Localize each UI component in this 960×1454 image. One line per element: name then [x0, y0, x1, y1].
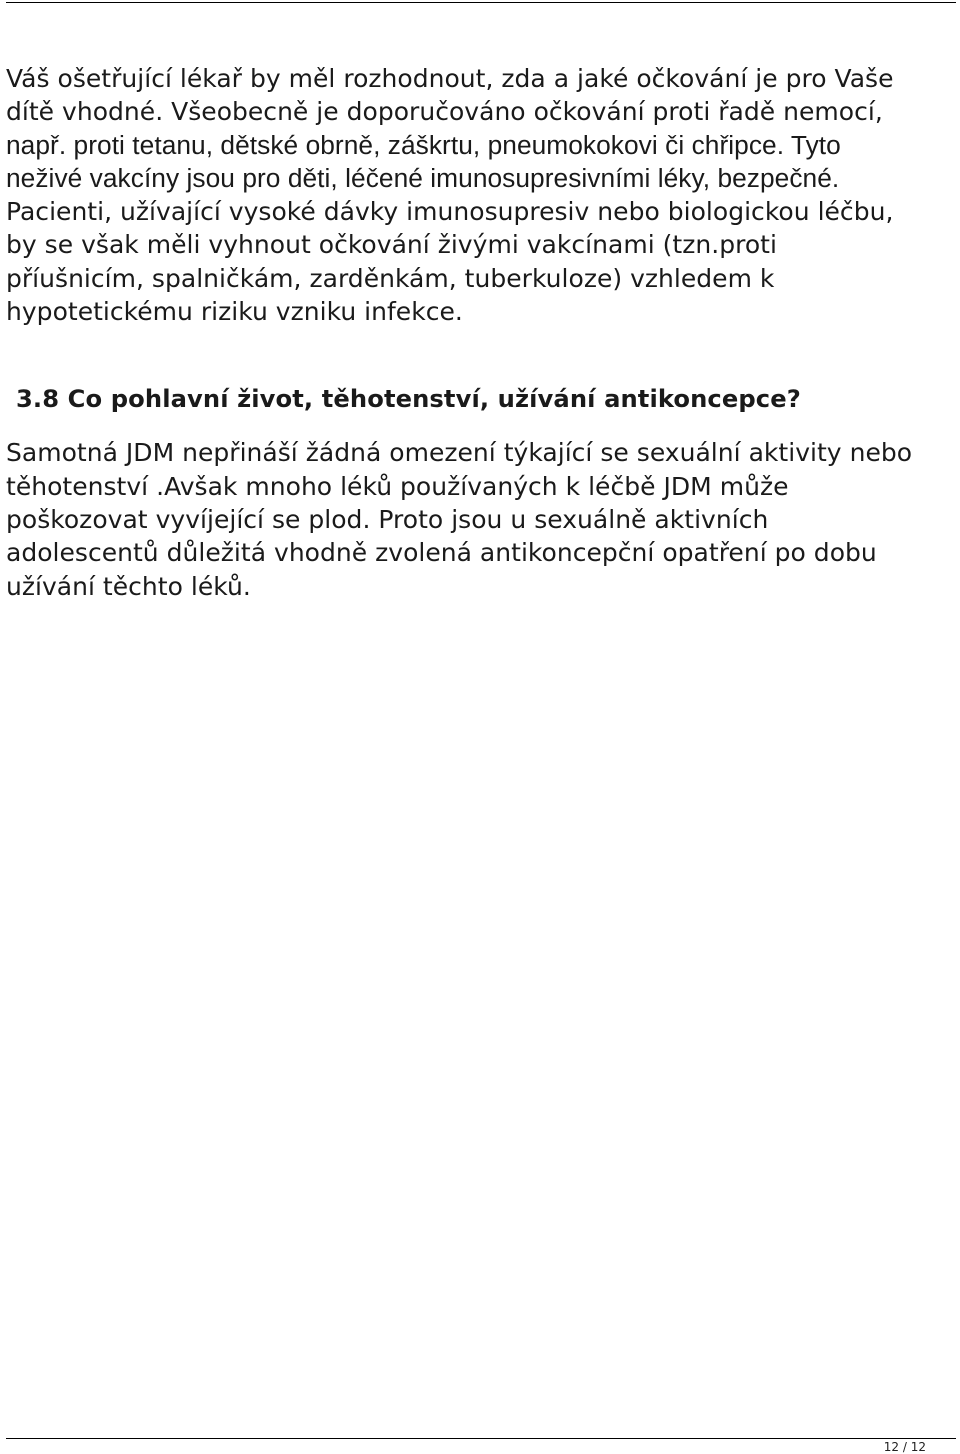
- paragraph-line: adolescentů důležitá vhodně zvolená antikoncepční opatření po dobu: [6, 538, 877, 568]
- paragraph-line: hypotetickému riziku vzniku infekce.: [6, 297, 463, 327]
- paragraph-line: např. proti tetanu, dětské obrně, záškrtu, pneumokokovi či chřipce. Tyto: [6, 129, 841, 160]
- paragraph-line: poškozovat vyvíjející se plod. Proto jsou u sexuálně aktivních: [6, 505, 769, 535]
- page-number: 12 / 12: [883, 1440, 926, 1454]
- paragraph-line: těhotenství .Avšak mnoho léků používaných k léčbě JDM může: [6, 471, 789, 501]
- bottom-divider: [6, 1438, 956, 1439]
- paragraph-line: dítě vhodné. Všeobecně je doporučováno očkování proti řadě nemocí,: [6, 97, 883, 127]
- section-heading: 3.8 Co pohlavní život, těhotenství, užívání antikoncepce?: [16, 385, 801, 414]
- paragraph-line: Samotná JDM nepřináší žádná omezení týkající se sexuální aktivity nebo: [6, 438, 913, 468]
- document-body: [6, 62, 954, 603]
- top-divider: [6, 2, 956, 3]
- vaccination-paragraph: [6, 62, 954, 328]
- paragraph-line: neživé vakcíny jsou pro děti, léčené imunosupresivními léky, bezpečné.: [6, 162, 840, 193]
- paragraph-line: Váš ošetřující lékař by měl rozhodnout, zda a jaké očkování je pro Vaše: [6, 64, 894, 93]
- paragraph-line: Pacienti, užívající vysoké dávky imunosupresiv nebo biologickou léčbu,: [6, 197, 894, 227]
- paragraph-line: užívání těchto léků.: [6, 571, 251, 601]
- paragraph-line: by se však měli vyhnout očkování živými vakcínami (tzn.proti: [6, 230, 777, 260]
- paragraph-line: příušnicím, spalničkám, zarděnkám, tuberkuloze) vzhledem k: [6, 263, 775, 293]
- pregnancy-paragraph: [6, 436, 954, 602]
